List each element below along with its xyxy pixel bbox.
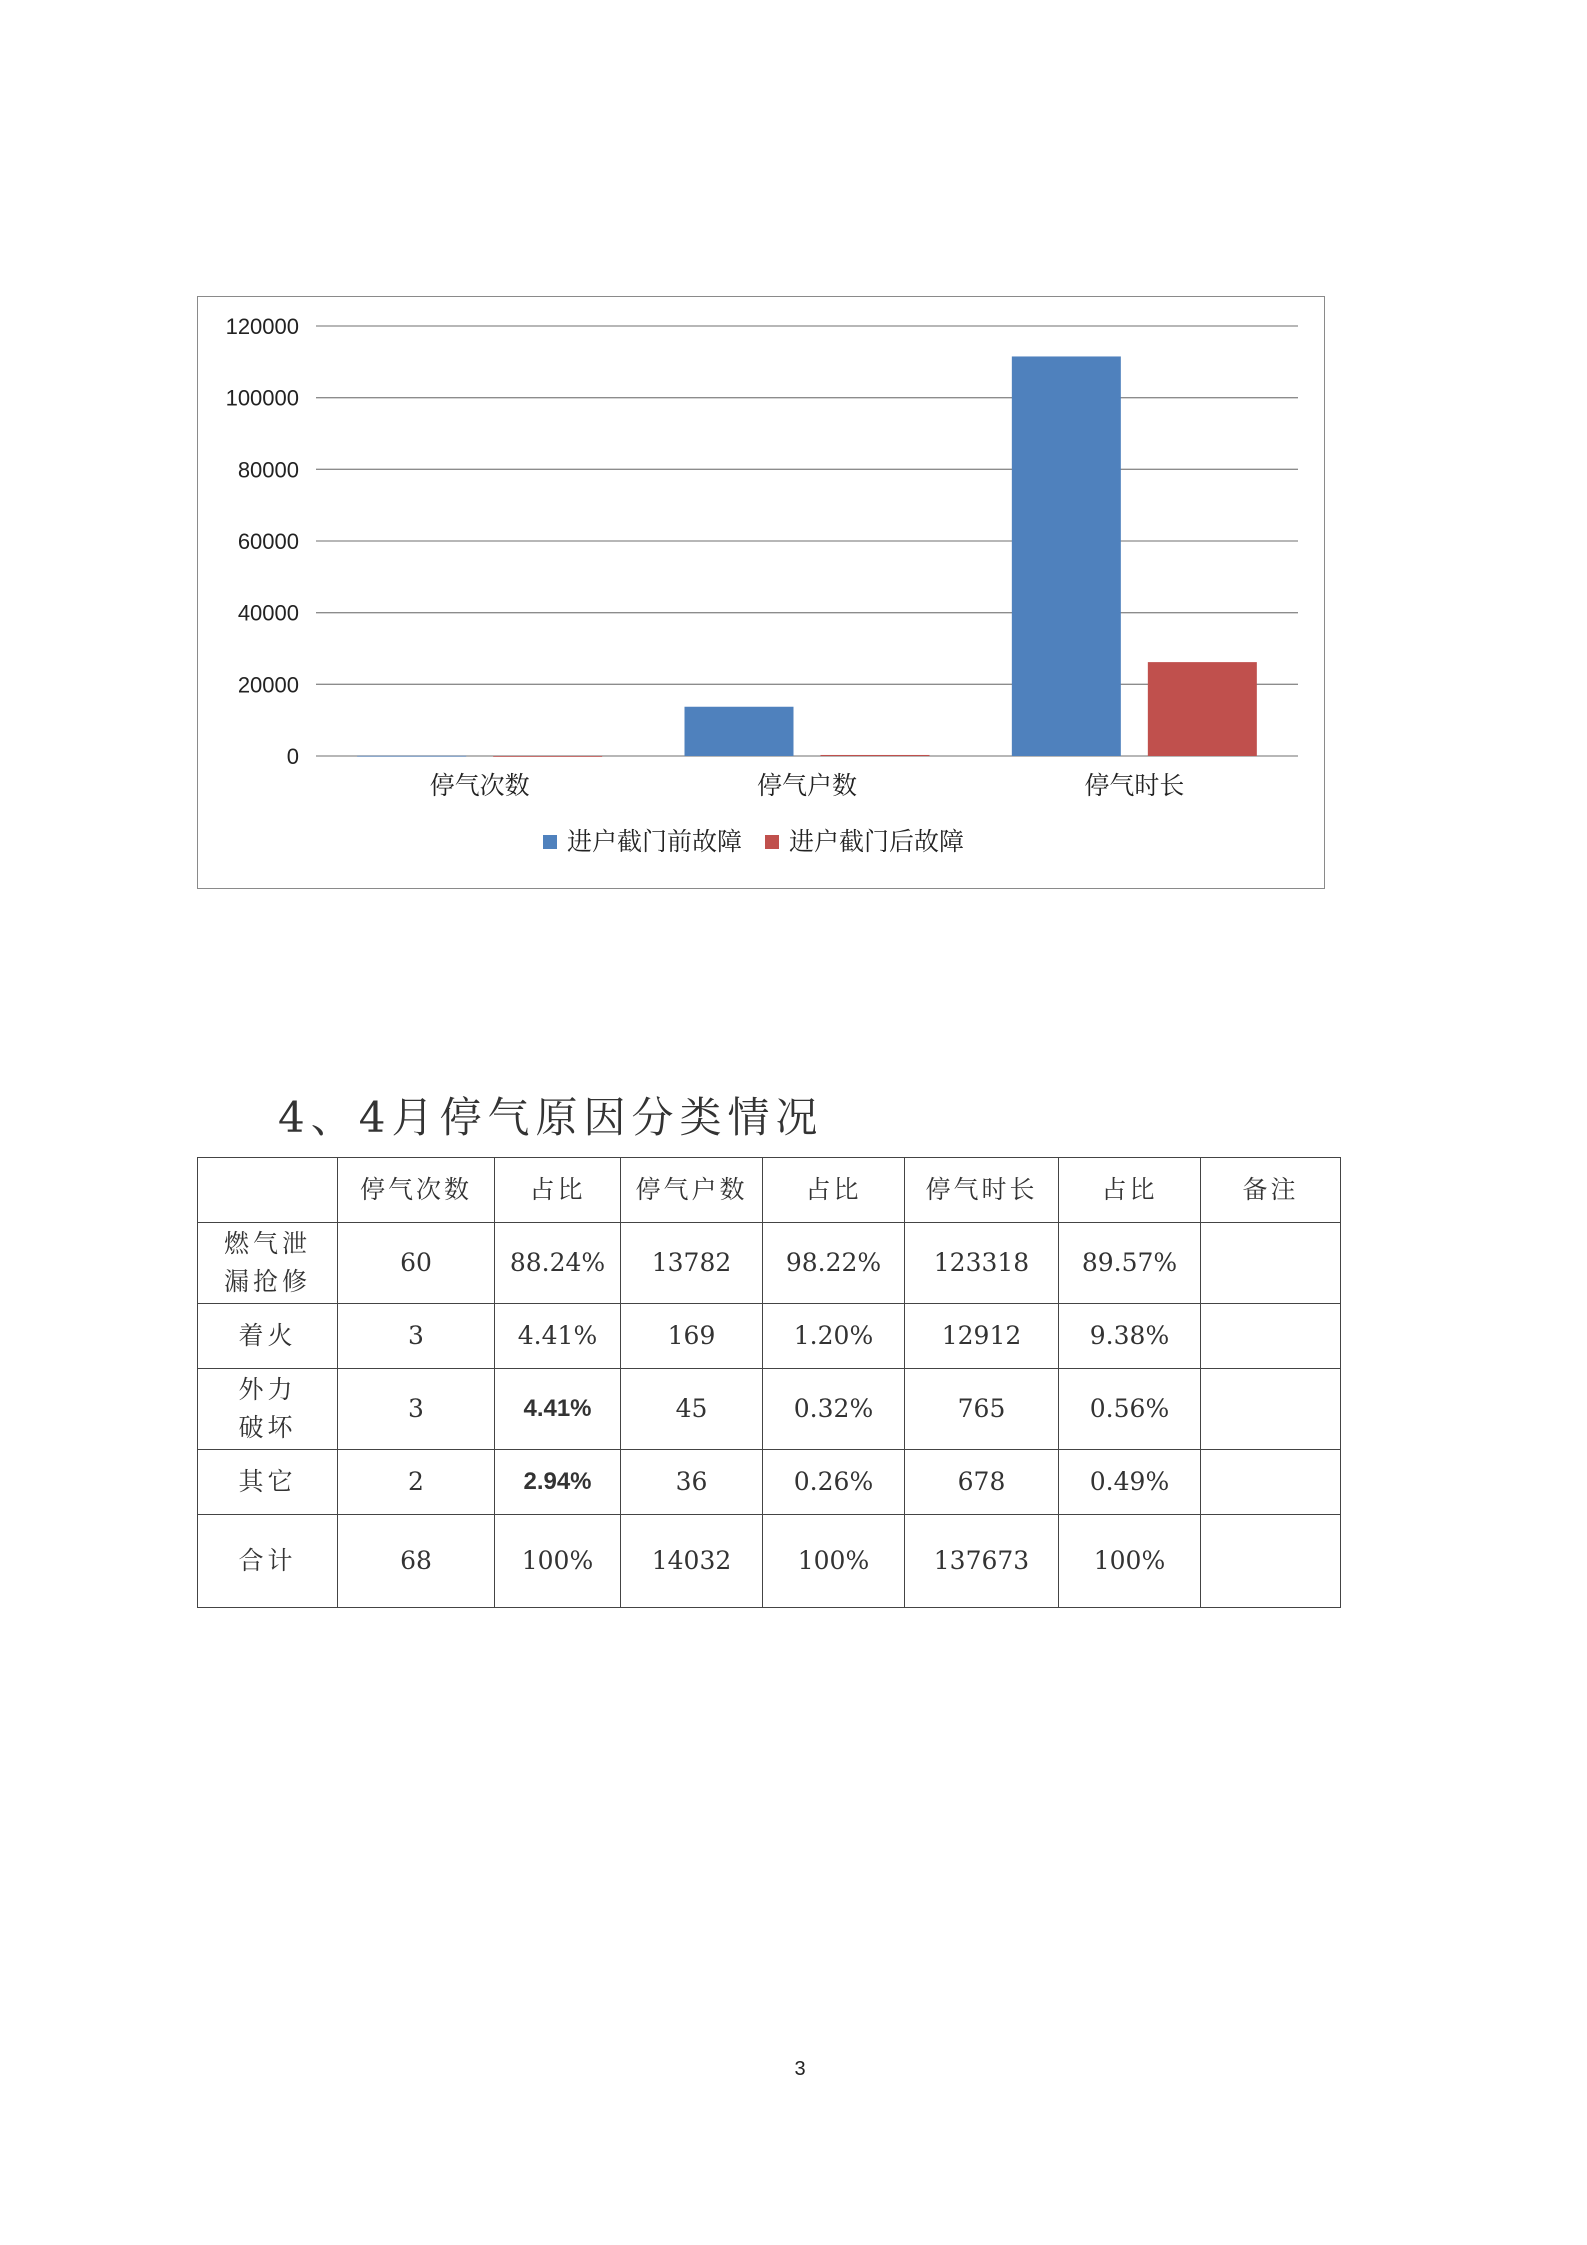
- row-reason: [198, 1304, 338, 1369]
- cell-note: [1201, 1223, 1341, 1304]
- y-tick-label: 40000: [237, 600, 299, 626]
- cell-households-pct: 1.20%: [763, 1304, 905, 1369]
- cell-duration: 137673: [905, 1515, 1059, 1608]
- cell-count-pct: 88.24%: [495, 1223, 621, 1304]
- reason-line: 着火: [238, 1321, 297, 1350]
- table-row: [198, 1369, 1341, 1450]
- outage-cause-table: [197, 1157, 1341, 1608]
- cell-note: [1201, 1304, 1341, 1369]
- bar: [357, 756, 466, 757]
- y-tick-label: 0: [286, 744, 299, 769]
- cell-duration-pct: 100%: [1059, 1515, 1201, 1608]
- reason-line: 漏抢修: [223, 1267, 311, 1296]
- cell-households-pct: 0.32%: [763, 1369, 905, 1450]
- header-empty: [198, 1158, 338, 1223]
- table-row: [198, 1223, 1341, 1304]
- cell-households: 13782: [621, 1223, 763, 1304]
- cell-count: 68: [338, 1515, 495, 1608]
- cell-count: 60: [338, 1223, 495, 1304]
- cell-duration-pct: 0.56%: [1059, 1369, 1201, 1450]
- legend-label: 进户截门后故障: [789, 827, 965, 856]
- cell-duration-pct: 0.49%: [1059, 1450, 1201, 1515]
- cell-note: [1201, 1450, 1341, 1515]
- reason-line: 外力: [238, 1375, 297, 1404]
- table-row: [198, 1304, 1341, 1369]
- cell-duration: 678: [905, 1450, 1059, 1515]
- table-header-row: [198, 1158, 1341, 1223]
- y-tick-label: 60000: [237, 529, 299, 554]
- x-category-label: 停气户数: [756, 771, 858, 800]
- legend-label: 进户截门前故障: [567, 827, 743, 856]
- header-households-pct: 占比: [763, 1158, 905, 1223]
- bar: [1012, 356, 1121, 756]
- cell-duration: 123318: [905, 1223, 1059, 1304]
- header-note: 备注: [1201, 1158, 1341, 1223]
- legend-swatch: [765, 835, 779, 849]
- cell-note: [1201, 1515, 1341, 1608]
- cell-count-pct: 100%: [495, 1515, 621, 1608]
- cell-households: 36: [621, 1450, 763, 1515]
- header-duration-pct: 占比: [1059, 1158, 1201, 1223]
- cell-note: [1201, 1369, 1341, 1450]
- cell-count: 2: [338, 1450, 495, 1515]
- bar: [821, 755, 930, 756]
- reason-line: 合计: [238, 1546, 297, 1575]
- cell-households-pct: 98.22%: [763, 1223, 905, 1304]
- cell-duration-pct: 9.38%: [1059, 1304, 1201, 1369]
- header-count: 停气次数: [338, 1158, 495, 1223]
- reason-line: 破坏: [238, 1413, 297, 1442]
- row-reason: [198, 1223, 338, 1304]
- y-tick-label: 80000: [237, 457, 299, 483]
- y-tick-label: 120000: [225, 314, 299, 339]
- bar-chart: [197, 296, 1325, 889]
- page-number: 3: [794, 2058, 806, 2080]
- cell-households: 45: [621, 1369, 763, 1450]
- cell-households-pct: 100%: [763, 1515, 905, 1608]
- table-row: [198, 1450, 1341, 1515]
- cell-duration: 765: [905, 1369, 1059, 1450]
- cell-count-pct: 4.41%: [495, 1369, 621, 1450]
- table-row-total: [198, 1515, 1341, 1608]
- legend-swatch: [543, 835, 557, 849]
- section-title: 4、4月停气原因分类情况: [278, 1093, 824, 1142]
- bar: [493, 756, 602, 757]
- cell-households: 169: [621, 1304, 763, 1369]
- y-tick-label: 20000: [237, 672, 299, 698]
- bar: [1148, 662, 1257, 756]
- header-count-pct: 占比: [495, 1158, 621, 1223]
- x-category-label: 停气时长: [1084, 771, 1185, 800]
- row-reason: [198, 1515, 338, 1608]
- cell-households: 14032: [621, 1515, 763, 1608]
- reason-line: 燃气泄: [223, 1229, 311, 1258]
- header-households: 停气户数: [621, 1158, 763, 1223]
- row-reason: [198, 1450, 338, 1515]
- y-tick-label: 100000: [225, 385, 299, 411]
- cell-count: 3: [338, 1369, 495, 1450]
- cell-count-pct: 4.41%: [495, 1304, 621, 1369]
- x-category-label: 停气次数: [429, 771, 530, 800]
- cell-households-pct: 0.26%: [763, 1450, 905, 1515]
- cell-count: 3: [338, 1304, 495, 1369]
- cell-duration: 12912: [905, 1304, 1059, 1369]
- bar-chart-svg: [198, 297, 1326, 890]
- reason-line: 其它: [238, 1467, 297, 1496]
- cell-duration-pct: 89.57%: [1059, 1223, 1201, 1304]
- row-reason: [198, 1369, 338, 1450]
- bar: [685, 707, 794, 756]
- cell-count-pct: 2.94%: [495, 1450, 621, 1515]
- header-duration: 停气时长: [905, 1158, 1059, 1223]
